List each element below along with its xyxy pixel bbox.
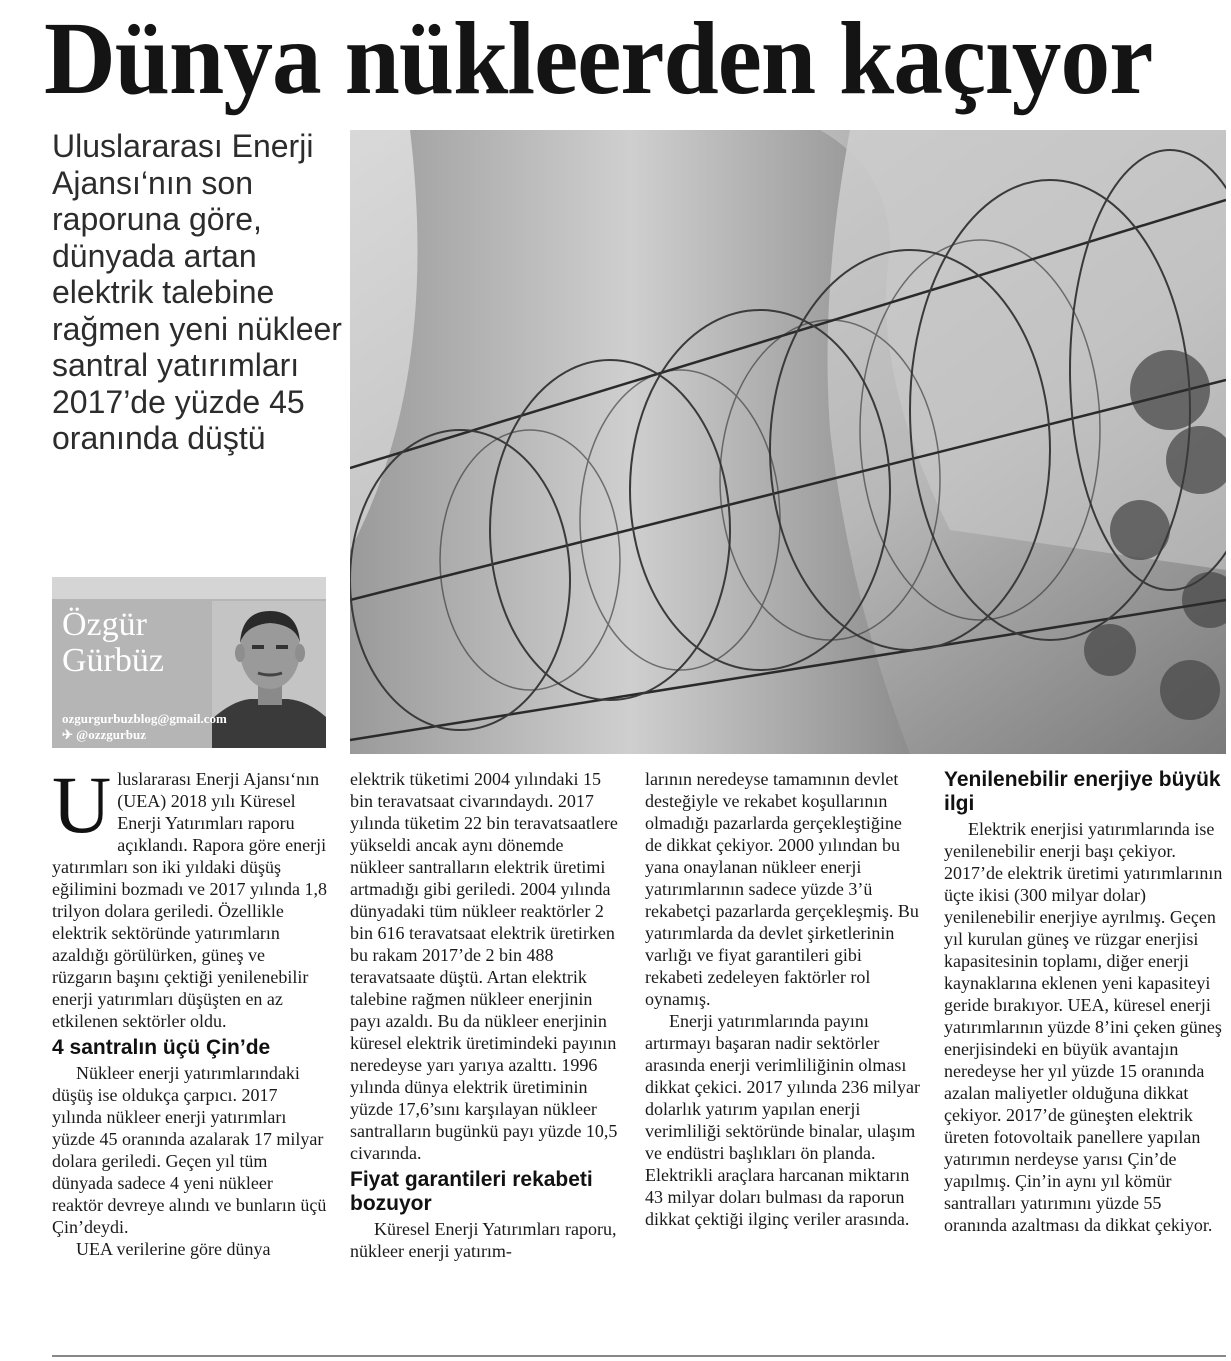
subheading: 4 santralın üçü Çin’de: [52, 1036, 271, 1059]
author-last-name: Gürbüz: [62, 642, 164, 679]
headline: Dünya nükleerden kaçıyor: [44, 1, 1153, 116]
article-deck: Uluslararası Enerji Ajansı‘nın son raporuna göre, dünyada artan elektrik talebine rağmen yeni nükleer santral yatırımları 2017’de yüzde 45 oranında düştü: [52, 128, 342, 456]
author-box-topbar: [52, 577, 326, 599]
paragraph: larının neredeyse tamamının devlet desteğiyle ve rekabet koşullarının olmadığı pazarlarda gerçekleştiğine de dikkat çekiyor. 2000 yılından bu yana onaylanan nükleer enerji yatırımlarının sadece yüzde 3’ü rekabetçi pazarlarda gerçekleşmiş. Bu yatırımlarda da devlet şirketlerinin varlığı ve fiyat garantileri gibi rekabeti zedeleyen faktörler rol oynamış.: [645, 769, 919, 1009]
paragraph: Nükleer enerji yatırımlarındaki düşüş ise oldukça çarpıcı. 2017 yılında nükleer enerji yatırımları yüzde 45 oranında azalarak 17 milyar dolara geriledi. Geçen yıl tüm dünyada sadece 4 yeni nükleer reaktör devreye alındı ve bunların üçü Çin’deydi.: [52, 1063, 327, 1237]
article-column-1: [52, 759, 328, 1260]
article-column-3: [645, 768, 923, 1230]
author-contact: [62, 711, 326, 743]
author-email[interactable]: ozgurgurbuzblog@gmail.com: [62, 711, 227, 726]
author-twitter-row: [62, 727, 326, 743]
cooling-tower-barbed-wire-photo: [350, 130, 1226, 754]
subheading: Yenilenebilir enerjiye büyük ilgi: [944, 768, 1221, 815]
paragraph: elektrik tüketimi 2004 yılındaki 15 bin teravatsaat civarındaydı. 2017 yılında tüketim 22 bin teravatsaatlere yükseldi ancak aynı dönemde nükleer santralların elektrik üretimi artmadığı gibi geriledi. 2004 yılında dünyadaki tüm nükleer reaktörler 2 bin 616 teravatsaat elektrik üretirken bu rakam 2017’de 2 bin 488 teravatsaate düştü. Artan elektrik talebine rağmen nükleer enerjinin payı azaldı. Bu da nükleer enerjinin küresel elektrik üretimindeki payının neredeyse yarı yarıya azalttı. 1996 yılında dünya elektrik üretiminin yüzde 17,6’sını karşılayan nükleer santralların bugünkü payı yüzde 10,5 civarında.: [350, 769, 618, 1163]
paragraph: UEA verilerine göre dünya: [76, 1239, 271, 1259]
drop-cap: U: [52, 759, 112, 850]
article-column-2: [350, 768, 618, 1262]
paragraph: Küresel Enerji Yatırımları raporu, nükleer enerji yatırım-: [350, 1219, 617, 1261]
author-name: [62, 607, 212, 679]
author-twitter[interactable]: @ozzgurbuz: [76, 727, 147, 742]
author-box: [52, 577, 326, 748]
paragraph: luslararası Enerji Ajansı‘nın (UEA) 2018 yılı Küresel Enerji Yatırımları raporu açıklandı. Rapora göre enerji yatırımları son iki yıldaki düşüş eğilimini bozmadı ve 2017 yılında 1,8 trilyon dolara geriledi. Özellikle elektrik sektöründe yatırımların azaldığı görülürken, güneş ve rüzgarın başını çektiği yenilenebilir enerji yatırımları düşüşten en az etkilenen sektörler oldu.: [52, 769, 327, 1031]
paragraph: Enerji yatırımlarında payını artırmayı başaran nadir sektörler arasında enerji verimliliğinin olması dikkat çekici. 2017 yılında 236 milyar dolarlık yatırım yapılan enerji verimliliği sektöründe binalar, ulaşım ve endüstri başlıkları ön planda. Elektrikli araçlara harcanan miktarın 43 milyar doları bulması da raporun dikkat çektiği ilginç veriler arasında.: [645, 1011, 920, 1229]
author-first-name: Özgür: [62, 606, 147, 643]
twitter-icon: ✈: [62, 727, 77, 742]
bottom-rule: [52, 1355, 1226, 1357]
subheading: Fiyat garantileri rekabeti bozuyor: [350, 1168, 593, 1215]
article-column-4: [944, 764, 1224, 1236]
paragraph: Elektrik enerjisi yatırımlarında ise yenilenebilir enerji başı çekiyor. 2017’de elektrik üretimi yatırımlarının üçte ikisi (300 milyar dolar) yenilenebilir enerjiye ayrılmış. Geçen yıl kurulan güneş ve rüzgar enerjisi kapasitesinin toplamı, diğer enerji kaynaklarına eklenen yeni kapasiteyi geride bırakıyor. UEA, küresel enerji yatırımlarının yüzde 8’ini çeken güneş enerjisindeki en büyük avantajın neredeyse her yıl yüzde 15 oranında azalan maliyetler olduğuna dikkat çekiyor. 2017’de güneşten elektrik üreten fotovoltaik panellere yapılan yatırımın nerdeyse yarısı Çin’de yapılmış. Çin’in aynı yıl kömür santralları yatırımını yüzde 55 oranında azaltması da dikkat çekiyor.: [944, 819, 1223, 1235]
